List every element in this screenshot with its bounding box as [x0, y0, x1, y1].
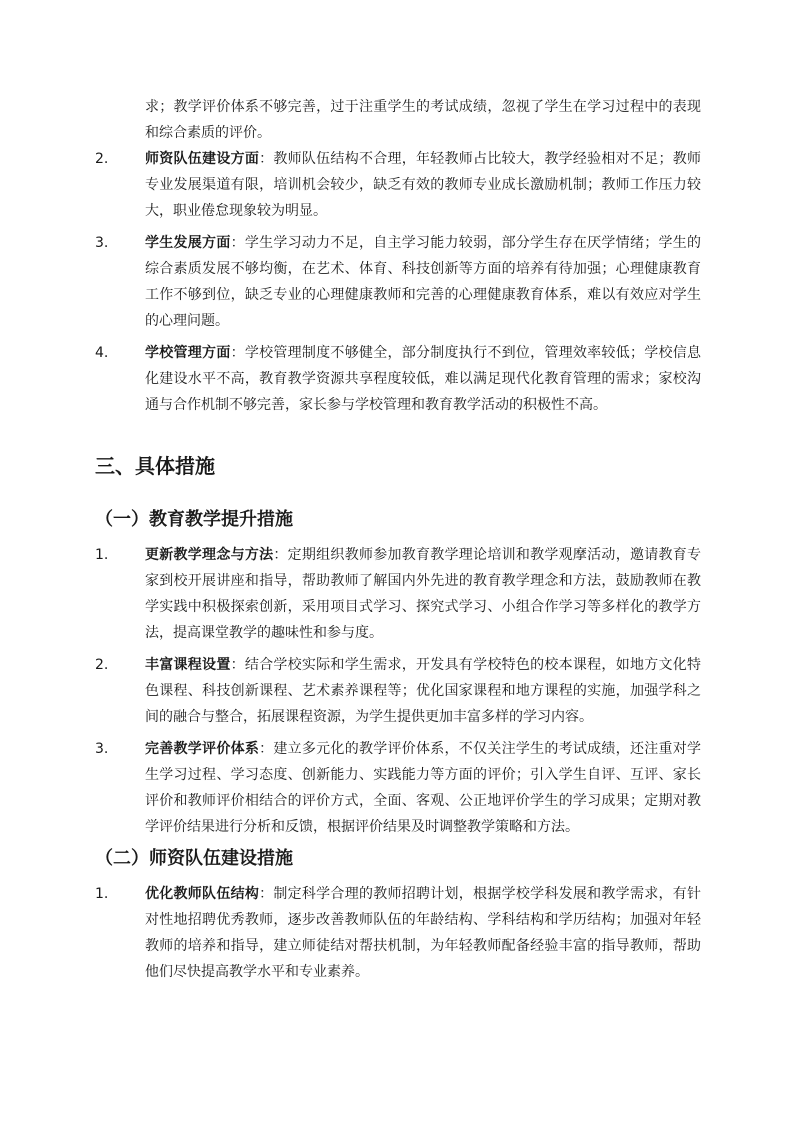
item-body: [145, 146, 701, 224]
item-lead: 学校管理方面: [145, 345, 231, 361]
item-text: ：学生学习动力不足，自主学习能力较弱，部分学生存在厌学情绪；学生的综合素质发展不够均衡，在艺术、体育、科技创新等方面的培养有待加强；心理健康教育工作不够到位，缺乏专业的心理健康教师和完善的心理健康教育体系，难以有效应对学生的心理问题。: [145, 235, 702, 329]
item-body: [145, 881, 701, 985]
item-lead: 完善教学评价体系: [145, 741, 260, 757]
item-number: 1.: [95, 886, 109, 902]
item-number: 1.: [95, 547, 109, 563]
item-text: ：教师队伍结构不合理，年轻教师占比较大，教学经验相对不足；教师专业发展渠道有限，培训机会较少，缺乏有效的教师专业成长激励机制；教师工作压力较大，职业倦怠现象较为明显。: [145, 151, 702, 219]
list-item: [0, 230, 794, 334]
item-text: ：学校管理制度不够健全，部分制度执行不到位，管理效率较低；学校信息化建设水平不高，教育教学资源共享程度较低，难以满足现代化教育管理的需求；家校沟通与合作机制不够完善，家长参与学校管理和教育教学活动的积极性不高。: [145, 345, 702, 413]
item-number: 2.: [95, 657, 109, 673]
item-number: 3.: [95, 741, 109, 757]
item-lead: 学生发展方面: [145, 235, 231, 251]
list-item: [0, 146, 794, 224]
list-item: [0, 736, 794, 840]
measures-list-teachers: [0, 881, 794, 985]
item-text: ：结合学校实际和学生需求，开发具有学校特色的校本课程，如地方文化特色课程、科技创新课程、艺术素养课程等；优化国家课程和地方课程的实施，加强学科之间的融合与整合，拓展课程资源，为学生提供更加丰富多样的学习内容。: [145, 657, 702, 725]
item-body: [145, 340, 701, 418]
subsection-heading: （一）教育教学提升措施: [95, 509, 293, 530]
problems-list: [0, 146, 794, 444]
item-body: [145, 652, 701, 730]
list-item: [0, 652, 794, 730]
list-item: [0, 340, 794, 444]
item-body: [145, 736, 701, 840]
list-item: [0, 881, 794, 985]
section-heading: 三、具体措施: [95, 454, 215, 478]
continuation-paragraph: 求；教学评价体系不够完善，过于注重学生的考试成绩，忽视了学生在学习过程中的表现和综合素质的评价。: [145, 99, 701, 141]
item-lead: 丰富课程设置: [145, 657, 231, 673]
item-lead: 更新教学理念与方法: [145, 547, 274, 563]
item-body: [145, 230, 701, 334]
measures-list-teaching: [0, 542, 794, 840]
item-number: 2.: [95, 151, 109, 167]
item-lead: 师资队伍建设方面: [145, 151, 260, 167]
item-text: ：定期组织教师参加教育教学理论培训和教学观摩活动，邀请教育专家到校开展讲座和指导，帮助教师了解国内外先进的教育教学理念和方法，鼓励教师在教学实践中积极探索创新，采用项目式学习、探究式学习、小组合作学习等多样化的教学方法，提高课堂教学的趣味性和参与度。: [145, 547, 702, 641]
subsection-heading: （二）师资队伍建设措施: [95, 848, 293, 869]
item-lead: 优化教师队伍结构: [145, 886, 260, 902]
item-number: 3.: [95, 235, 109, 251]
item-number: 4.: [95, 345, 109, 361]
item-text: ：建立多元化的教学评价体系，不仅关注学生的考试成绩，还注重对学生学习过程、学习态度、创新能力、实践能力等方面的评价；引入学生自评、互评、家长评价和教师评价相结合的评价方式，全面、客观、公正地评价学生的学习成果；定期对教学评价结果进行分析和反馈，根据评价结果及时调整教学策略和方法。: [145, 741, 702, 835]
item-text: ：制定科学合理的教师招聘计划，根据学校学科发展和教学需求，有针对性地招聘优秀教师，逐步改善教师队伍的年龄结构、学科结构和学历结构；加强对年轻教师的培养和指导，建立师徒结对帮扶机制，为年轻教师配备经验丰富的指导教师，帮助他们尽快提高教学水平和专业素养。: [145, 886, 702, 980]
list-item: [0, 542, 794, 646]
item-body: [145, 542, 701, 646]
